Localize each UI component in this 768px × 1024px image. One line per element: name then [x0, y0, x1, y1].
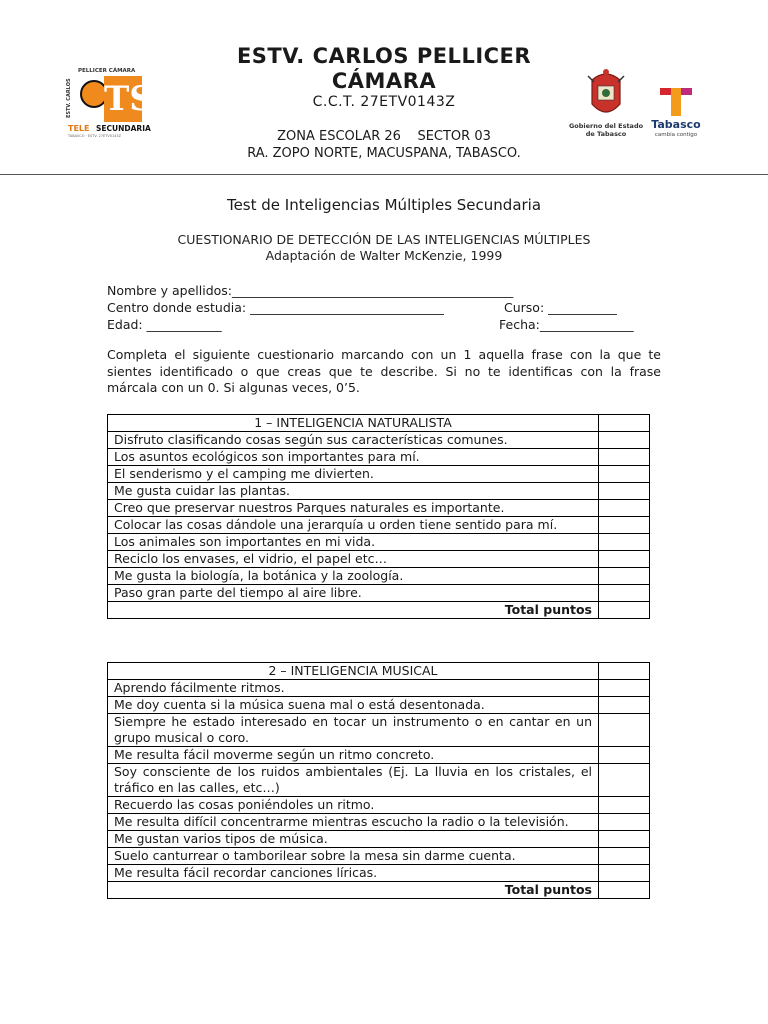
- total-label: Total puntos: [108, 602, 599, 619]
- question-item: Me resulta difícil concentrarme mientras escucho la radio o la televisión.: [108, 814, 599, 831]
- question-item: Me resulta fácil recordar canciones líricas.: [108, 865, 599, 882]
- score-cell[interactable]: [599, 466, 650, 483]
- question-item: Me gustan varios tipos de música.: [108, 831, 599, 848]
- question-item: Reciclo los envases, el vidrio, el papel etc…: [108, 551, 599, 568]
- header-divider: [0, 174, 768, 175]
- score-cell[interactable]: [599, 865, 650, 882]
- question-item: Suelo canturrear o tamborilear sobre la mesa sin darme cuenta.: [108, 848, 599, 865]
- question-item: Creo que preservar nuestros Parques naturales es importante.: [108, 500, 599, 517]
- total-score-cell[interactable]: [599, 882, 650, 899]
- instructions: Completa el siguiente cuestionario marcando con un 1 aquella frase con la que te sientes identificado o que creas que te describe. Si no te identificas con la frase márcala con un 0. Si algunas veces, 0’5.: [107, 347, 661, 395]
- question-item: Disfruto clasificando cosas según sus características comunes.: [108, 432, 599, 449]
- score-cell[interactable]: [599, 764, 650, 797]
- score-cell[interactable]: [599, 697, 650, 714]
- score-cell[interactable]: [599, 517, 650, 534]
- score-cell[interactable]: [599, 432, 650, 449]
- score-cell[interactable]: [599, 747, 650, 764]
- score-cell[interactable]: [599, 831, 650, 848]
- score-cell[interactable]: [599, 714, 650, 747]
- score-cell[interactable]: [599, 585, 650, 602]
- school-name-line1: ESTV. CARLOS PELLICER: [236, 44, 532, 68]
- tabasco-logo-icon: [652, 86, 700, 122]
- question-item: Colocar las cosas dándole una jerarquía u orden tiene sentido para mí.: [108, 517, 599, 534]
- question-item: Los asuntos ecológicos son importantes para mí.: [108, 449, 599, 466]
- telesecundaria-logo: [66, 68, 154, 142]
- question-item: Me gusta cuidar las plantas.: [108, 483, 599, 500]
- questionnaire-heading: [0, 232, 768, 264]
- score-cell[interactable]: [599, 483, 650, 500]
- question-item: Me gusta la biología, la botánica y la zoología.: [108, 568, 599, 585]
- score-cell[interactable]: [599, 663, 650, 680]
- tabasco-text: Tabasco: [651, 118, 701, 131]
- score-cell[interactable]: [599, 680, 650, 697]
- logo-sub-text: TABASCO · ESTV. 27ETV0143Z: [68, 134, 122, 138]
- score-cell[interactable]: [599, 534, 650, 551]
- question-item: Soy consciente de los ruidos ambientales (Ej. La lluvia en los cristales, el tráfico en las calles, etc…): [108, 764, 599, 797]
- logo-secundaria-text: SECUNDARIA: [96, 124, 151, 133]
- question-item: Me doy cuenta si la música suena mal o está desentonada.: [108, 697, 599, 714]
- question-item: El senderismo y el camping me divierten.: [108, 466, 599, 483]
- gobierno-text: Gobierno del Estado de Tabasco: [568, 122, 644, 138]
- edad-field[interactable]: Edad: ____________: [107, 317, 222, 332]
- questionnaire-subtitle: CUESTIONARIO DE DETECCIÓN DE LAS INTELIGENCIAS MÚLTIPLES: [177, 232, 591, 247]
- total-score-cell[interactable]: [599, 602, 650, 619]
- zona-sector: ZONA ESCOLAR 26 SECTOR 03: [277, 129, 491, 144]
- school-name-line2: CÁMARA: [331, 69, 437, 93]
- tabasco-subtitle: cambia contigo: [654, 132, 698, 138]
- naturalista-table: [107, 414, 650, 619]
- curso-field[interactable]: Curso: ___________: [504, 300, 617, 315]
- score-cell[interactable]: [599, 551, 650, 568]
- question-item: Paso gran parte del tiempo al aire libre.: [108, 585, 599, 602]
- logo-top-text: PELLICER CÁMARA: [78, 68, 136, 74]
- question-item: Los animales son importantes en mi vida.: [108, 534, 599, 551]
- question-item: Aprendo fácilmente ritmos.: [108, 680, 599, 697]
- total-label: Total puntos: [108, 882, 599, 899]
- section-title: 2 – INTELIGENCIA MUSICAL: [108, 663, 599, 680]
- score-cell[interactable]: [599, 500, 650, 517]
- section-title: 1 – INTELIGENCIA NATURALISTA: [108, 415, 599, 432]
- address: RA. ZOPO NORTE, MACUSPANA, TABASCO.: [247, 146, 521, 161]
- centro-field[interactable]: Centro donde estudia: _______________________________: [107, 300, 444, 315]
- logo-tele-text: TELE: [68, 124, 90, 133]
- score-cell[interactable]: [599, 848, 650, 865]
- score-cell[interactable]: [599, 797, 650, 814]
- state-seal-icon: [584, 66, 628, 122]
- score-cell[interactable]: [599, 568, 650, 585]
- musical-table: [107, 662, 650, 899]
- logo-side-text: ESTV. CARLOS: [66, 78, 72, 118]
- cct-code: C.C.T. 27ETV0143Z: [312, 94, 456, 110]
- question-item: Me resulta fácil moverme según un ritmo concreto.: [108, 747, 599, 764]
- question-item: Recuerdo las cosas poniéndoles un ritmo.: [108, 797, 599, 814]
- score-cell[interactable]: [599, 449, 650, 466]
- logo-ts-mark: TS: [104, 76, 142, 122]
- fecha-field[interactable]: Fecha:_______________: [499, 317, 634, 332]
- score-cell[interactable]: [599, 814, 650, 831]
- test-title: Test de Inteligencias Múltiples Secundaria: [226, 196, 542, 214]
- question-item: Siempre he estado interesado en tocar un instrumento o en cantar en un grupo musical o coro.: [108, 714, 599, 747]
- nombre-field[interactable]: Nombre y apellidos:_____________________________________________: [107, 283, 514, 298]
- score-cell[interactable]: [599, 415, 650, 432]
- student-info-fields: [107, 282, 667, 333]
- adaptation-credit: Adaptación de Walter McKenzie, 1999: [265, 248, 503, 263]
